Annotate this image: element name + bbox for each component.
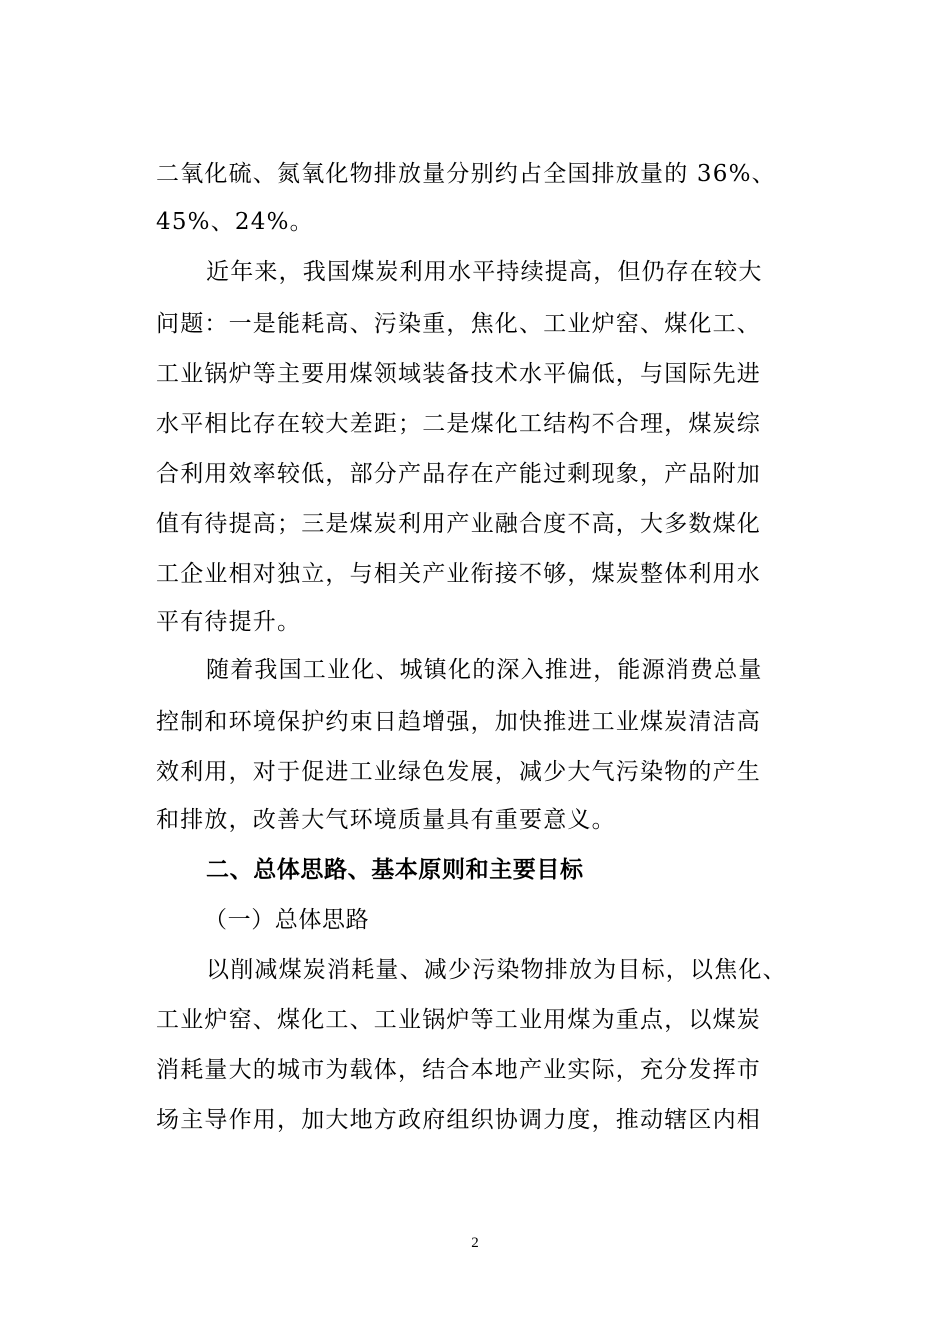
paragraph-line: 以削减煤炭消耗量、减少污染物排放为目标，以焦化、 xyxy=(206,957,787,983)
subsection-heading: （一）总体思路 xyxy=(204,907,370,933)
paragraph-line: 值有待提高；三是煤炭利用产业融合度不高，大多数煤化 xyxy=(156,511,761,537)
paragraph-line: 场主导作用，加大地方政府组织协调力度，推动辖区内相 xyxy=(156,1107,761,1133)
paragraph-line: 水平相比存在较大差距；二是煤化工结构不合理，煤炭综 xyxy=(156,411,761,437)
paragraph-line: 随着我国工业化、城镇化的深入推进，能源消费总量 xyxy=(206,657,763,683)
paragraph-line: 和排放，改善大气环境质量具有重要意义。 xyxy=(156,807,616,833)
page-number: 2 xyxy=(471,1235,479,1251)
paragraph-line: 近年来，我国煤炭利用水平持续提高，但仍存在较大 xyxy=(206,259,763,285)
paragraph-line: 二氧化硫、氮氧化物排放量分别约占全国排放量的 36%、 xyxy=(156,161,776,187)
paragraph-line: 45%、24%。 xyxy=(156,209,314,235)
paragraph-line: 工业锅炉等主要用煤领域装备技术水平偏低，与国际先进 xyxy=(156,361,761,387)
paragraph-line: 效利用，对于促进工业绿色发展，减少大气污染物的产生 xyxy=(156,759,761,785)
paragraph-line: 合利用效率较低，部分产品存在产能过剩现象，产品附加 xyxy=(156,461,761,487)
paragraph-line: 工企业相对独立，与相关产业衔接不够，煤炭整体利用水 xyxy=(156,561,761,587)
paragraph-line: 消耗量大的城市为载体，结合本地产业实际，充分发挥市 xyxy=(156,1057,761,1083)
section-heading: 二、总体思路、基本原则和主要目标 xyxy=(206,857,584,883)
paragraph-line: 平有待提升。 xyxy=(156,609,302,635)
paragraph-line: 问题：一是能耗高、污染重，焦化、工业炉窑、煤化工、 xyxy=(156,311,761,337)
paragraph-line: 控制和环境保护约束日趋增强，加快推进工业煤炭清洁高 xyxy=(156,709,761,735)
paragraph-line: 工业炉窑、煤化工、工业锅炉等工业用煤为重点，以煤炭 xyxy=(156,1007,761,1033)
